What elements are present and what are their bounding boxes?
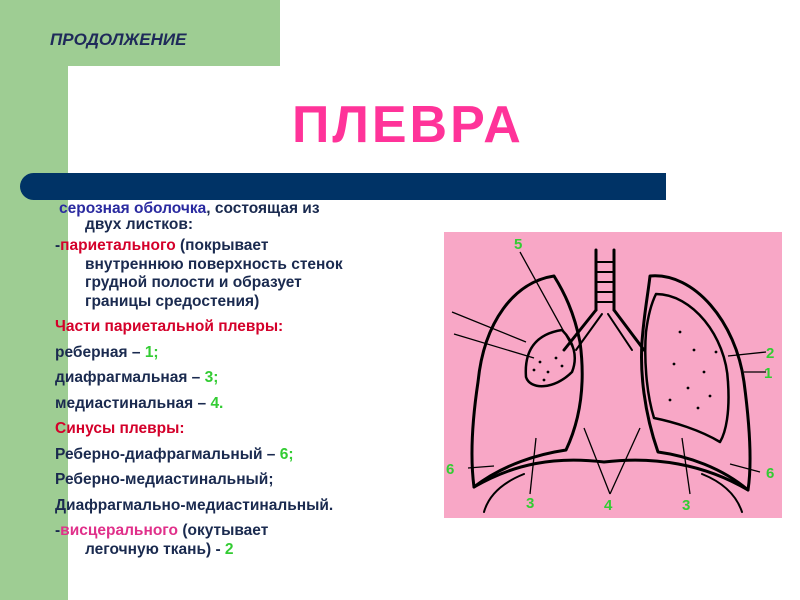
line-visceral: -висцерального (окутывает (55, 522, 269, 539)
line-diaphragmatic: диафрагмальная – 3; (55, 369, 219, 386)
lung-texture (533, 331, 718, 410)
line-1: серозная оболочка, состоящая из (59, 200, 320, 217)
leader-lines (452, 252, 766, 494)
parietal-parts-heading: Части париетальной плевры: (55, 318, 284, 335)
label-4: 4 (604, 497, 613, 514)
line-2: двух листков: (85, 215, 194, 233)
line-mediastinal: медиастинальная – 4. (55, 394, 224, 412)
white-corner-notch (68, 66, 218, 186)
line-visceral-2: легочную ткань) - 2 (85, 540, 234, 558)
line-6: границы средостения) (85, 292, 260, 310)
visceral-term: висцерального (60, 522, 179, 539)
label-3-left: 3 (526, 495, 535, 512)
label-5: 5 (514, 236, 523, 253)
title-underline-bar (20, 173, 666, 200)
line-4: внутреннюю поверхность стенок (85, 255, 343, 273)
trachea-rings (596, 262, 614, 302)
continuation-label: ПРОДОЛЖЕНИЕ (50, 30, 187, 49)
line-3: -париетального (покрывает (55, 237, 269, 254)
line-sinus-2: Реберно-медиастинальный; (55, 471, 274, 488)
bronchi-inner (576, 314, 632, 350)
content-text (55, 198, 435, 557)
sinuses-heading: Синусы плевры: (55, 420, 185, 437)
lungs-drawing (444, 232, 782, 518)
page-title: ПЛЕВРА (292, 96, 524, 154)
label-2: 2 (766, 345, 775, 362)
line-sinus-1: Реберно-диафрагмальный – 6; (55, 445, 294, 463)
parietal-term: париетального (60, 237, 176, 254)
label-6-left: 6 (446, 461, 455, 478)
line-costal: реберная – 1; (55, 343, 159, 361)
right-lung-outer (642, 276, 751, 490)
label-3-right: 3 (682, 497, 691, 514)
lungs-pleura-illustration (444, 232, 782, 518)
label-1: 1 (764, 365, 773, 382)
line-5: грудной полости и образует (85, 274, 302, 291)
serous-membrane-term: серозная оболочка (59, 200, 207, 217)
line-sinus-3: Диафрагмально-медиастинальный. (55, 496, 334, 514)
right-lung-visceral (645, 294, 728, 442)
label-6-right: 6 (766, 465, 775, 482)
